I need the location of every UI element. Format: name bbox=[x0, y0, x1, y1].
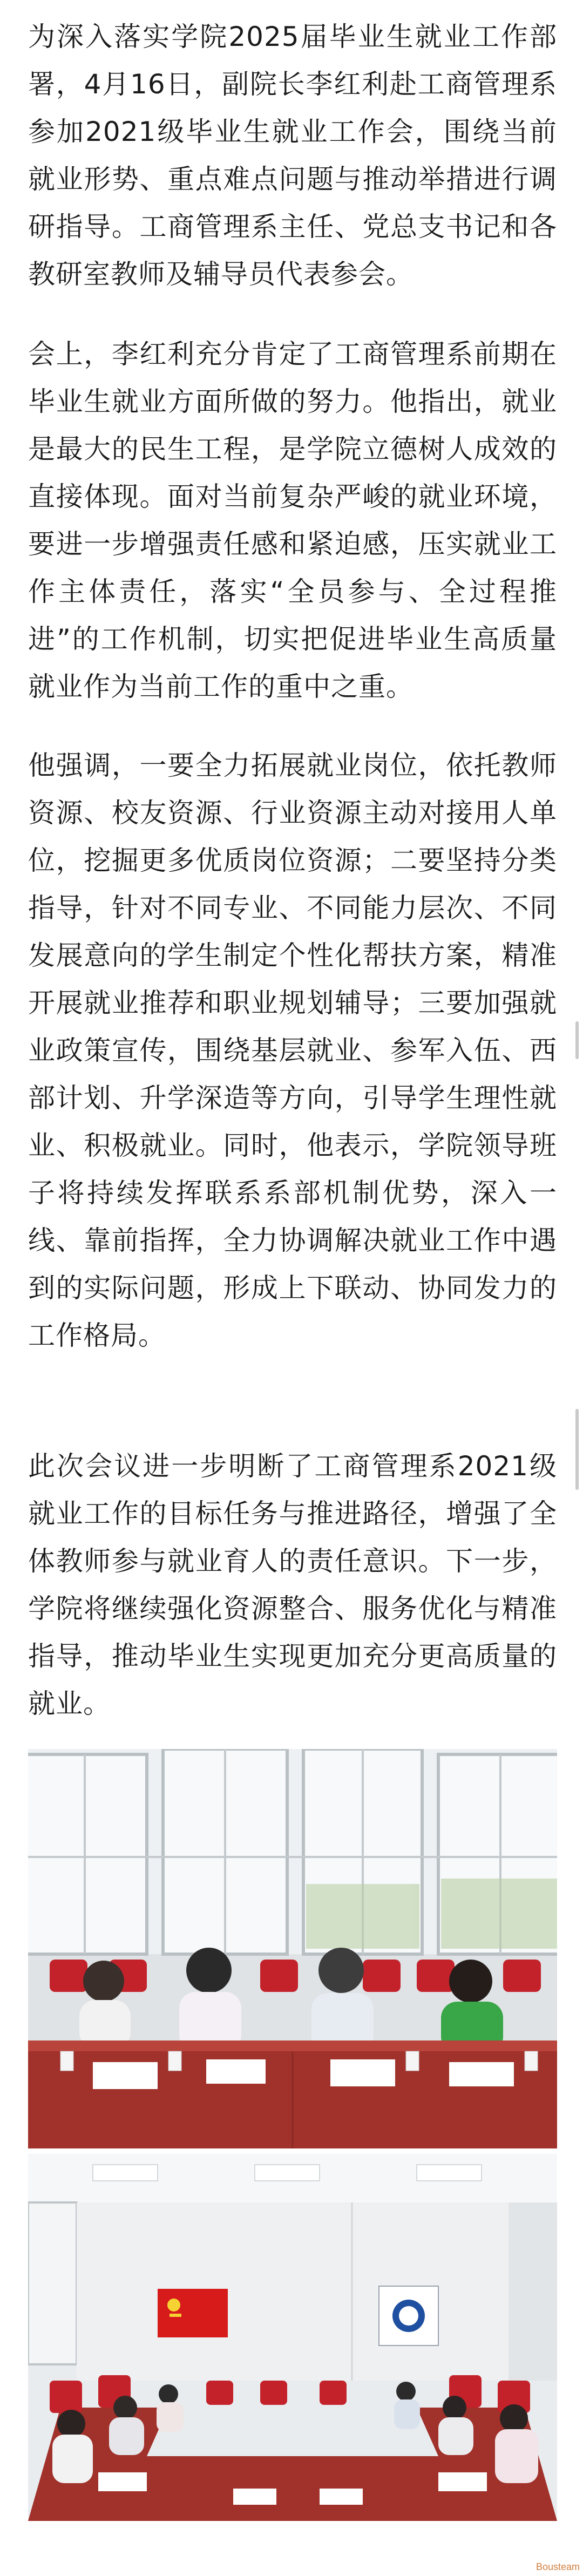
paragraph-emphasis: 他强调，一要全力拓展就业岗位，依托教师资源、校友资源、行业资源主动对接用人单位，挖掘更多优质岗位资源；二要坚持分类指导，针对不同专业、不同能力层次、不同发展意向的学生制定个性化帮扶方案，精准开展就业推荐和职业规划辅导；三要加强就业政策宣传，围绕基层就业、参军入伍、西部计划、升学深造等方向，引导学生理性就业、积极就业。同时，他表示，学院领导班子将持续发挥联系系部机制优势，深入一线、靠前指挥，全力协调解决就业工作中遇到的实际问题，形成上下联动、协同发力的工作格局。 bbox=[28, 750, 557, 1351]
scroll-edge-mark bbox=[575, 1409, 579, 1490]
meeting-photo-2 bbox=[28, 2154, 557, 2521]
scroll-edge-mark bbox=[575, 1021, 579, 1059]
paragraph-meeting: 会上，李红利充分肯定了工商管理系前期在毕业生就业方面所做的努力。他指出，就业是最大的民生工程，是学院立德树人成效的直接体现。面对当前复杂严峻的就业环境，要进一步增强责任感和紧迫感，压实就业工作主体责任，落实“全员参与、全过程推进”的工作机制，切实把促进毕业生高质量就业作为当前工作的重中之重。 bbox=[28, 338, 557, 702]
paragraph-intro: 为深入落实学院2025届毕业生就业工作部署，4月16日，副院长李红利赴工商管理系参加2021级毕业生就业工作会，围绕当前就业形势、重点难点问题与推动举措进行调研指导。工商管理系主任、党总支书记和各教研室教师及辅导员代表参会。 bbox=[28, 21, 557, 290]
paragraph-conclusion: 此次会议进一步明断了工商管理系2021级就业工作的目标任务与推进路径，增强了全体教师参与就业育人的责任意识。下一步，学院将继续强化资源整合、服务优化与精准指导，推动毕业生实现更加充分更高质量的就业。 bbox=[28, 1450, 557, 1719]
watermark: Bousteam bbox=[535, 2561, 580, 2572]
meeting-photo-1 bbox=[28, 1749, 557, 2148]
